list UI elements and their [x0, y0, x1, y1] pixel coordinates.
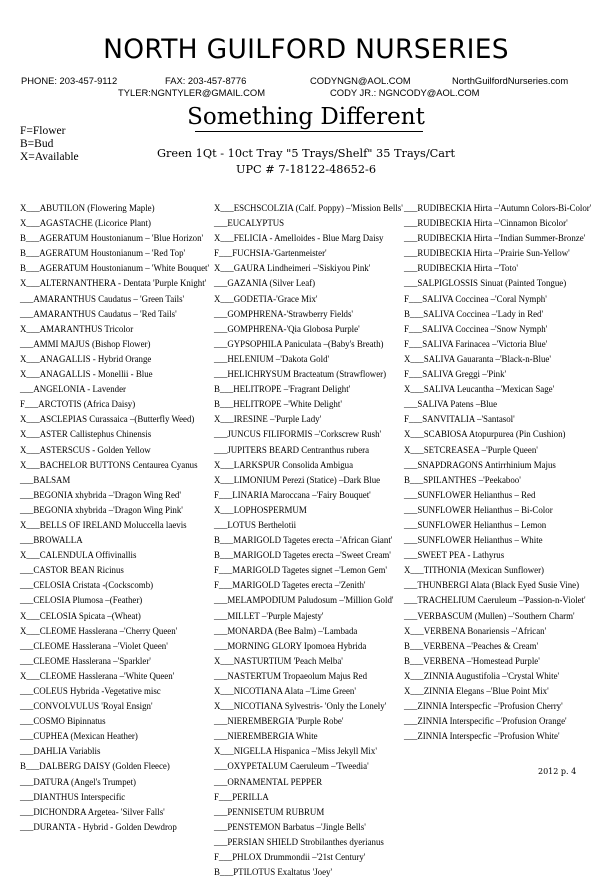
plant-list-item: ___AMARANTHUS Caudatus – 'Red Tails'	[20, 308, 177, 319]
plant-list-item: F___LINARIA Maroccana –'Fairy Bouquet'	[214, 489, 371, 500]
plant-list-item: ___CELOSIA Plumosa –(Feather)	[20, 595, 143, 606]
plant-list-item: ___CUPHEA (Mexican Heather)	[20, 731, 138, 742]
tyler-email[interactable]: TYLER:NGNTYLER@GMAIL.COM	[118, 87, 266, 98]
plant-list-item: F___MARIGOLD Tagetes signet –'Lemon Gem'	[214, 565, 387, 576]
plant-list-item: ___GAZANIA (Silver Leaf)	[214, 278, 316, 289]
plant-list-item: ___VERBASCUM (Mullen) –'Southern Charm'	[404, 610, 575, 621]
plant-list-item: ___GOMPHRENA-'Qia Globosa Purple'	[214, 323, 360, 334]
plant-list-item: ___SUNFLOWER Helianthus – Lemon	[404, 519, 547, 530]
plant-list-item: B___VERBENA –'Peaches & Cream'	[404, 640, 539, 651]
plant-list-item: ___ZINNIA Interspecfic –'Profusion Cherry'	[404, 701, 563, 712]
plant-list-item: F___ARCTOTIS (Africa Daisy)	[20, 399, 136, 410]
plant-list-item: X___ANAGALLIS - Hybrid Orange	[20, 353, 152, 364]
plant-list-item: X___NIGELLA Hispanica –'Miss Jekyll Mix'	[214, 746, 377, 757]
plant-list-item: ___GYPSOPHILA Paniculata –(Baby's Breath)	[214, 338, 384, 349]
plant-list-item: X___NICOTIANA Alata –'Lime Green'	[214, 686, 356, 696]
plant-list-item: ___EUCALYPTUS	[214, 218, 285, 229]
plant-list-item: B___MARIGOLD Tagetes erecta –'Sweet Cream'	[214, 550, 391, 561]
legend-available: X=Available	[20, 151, 79, 163]
plant-list-item: ___SUNFLOWER Helianthus – Red	[404, 489, 536, 500]
plant-list-item: ___COLEUS Hybrida -Vegetative misc	[20, 686, 161, 696]
plant-list-item: ___NASTERTUM Tropaeolum Majus Red	[214, 670, 368, 681]
plant-list-item: F___PHLOX Drummondii –'21st Century'	[214, 852, 366, 863]
plant-list-item: F___FUCHSIA-'Gartenmeister'	[214, 248, 327, 259]
plant-list-item: B___SALIVA Coccinea –'Lady in Red'	[404, 308, 544, 319]
plant-list-item: ___ZINNIA Interspecific –'Profusion Orange'	[404, 716, 567, 727]
plant-list-item: ___SUNFLOWER Helianthus – Bi-Color	[404, 504, 553, 515]
plant-list-item: X___ABUTILON (Flowering Maple)	[20, 203, 155, 213]
plant-list-item: ___RUDIBECKIA Hirta –'Prairie Sun-Yellow'	[404, 248, 570, 259]
plant-list-item: ___SNAPDRAGONS Antirrhinium Majus	[404, 459, 556, 470]
plant-list-item: ___COSMO Bipinnatus	[20, 716, 106, 727]
legend-flower: F=Flower	[20, 125, 66, 137]
plant-list-item: ___MILLET –'Purple Majesty'	[214, 610, 324, 621]
plant-list-item: B___AGERATUM Houstonianum – 'White Bouquet'	[20, 263, 210, 274]
plant-list-item: X___ASTERSCUS - Golden Yellow	[20, 444, 151, 455]
plant-list-item: F___SALIVA Coccinea –'Coral Nymph'	[404, 293, 547, 304]
plant-list-item: ___BROWALLA	[20, 535, 83, 546]
plant-list-item: X___SALIVA Leucantha –'Mexican Sage'	[404, 384, 555, 395]
plant-list-item: B___VERBENA –'Homestead Purple'	[404, 655, 540, 666]
plant-list-item: ___TRACHELIUM Caeruleum –'Passion-n-Violet'	[404, 595, 586, 606]
plant-list-item: ___CASTOR BEAN Ricinus	[20, 565, 124, 576]
plant-list-column-2	[214, 201, 403, 880]
plant-list-item: ___PENNISETUM RUBRUM	[214, 806, 325, 817]
plant-list-item: X___AGASTACHE (Licorice Plant)	[20, 218, 151, 229]
plant-list-item: ___CELOSIA Cristata -(Cockscomb)	[20, 580, 154, 591]
plant-list-column-1	[20, 201, 209, 835]
plant-list-item: ___OXYPETALUM Caeruleum –'Tweedia'	[214, 761, 369, 772]
plant-list-item: ___LOTUS Berthelotii	[214, 519, 297, 530]
plant-list-item: B___HELITROPE –'White Delight'	[214, 399, 342, 410]
cody-jr-email[interactable]: CODY JR.: NGNCODY@AOL.COM	[330, 87, 480, 98]
plant-list-item: ___SWEET PEA - Lathyrus	[404, 550, 505, 561]
plant-list-item: X___BACHELOR BUTTONS Centaurea Cyanus	[20, 459, 198, 470]
plant-list-item: X___NICOTIANA Sylvestris- 'Only the Lonely'	[214, 701, 387, 712]
catalog-subtitle: Something Different	[187, 104, 425, 130]
page-footer: 2012 p. 4	[538, 767, 577, 776]
phone-number: PHONE: 203-457-9112	[21, 75, 118, 86]
plant-list-item: X___LIMONIUM Perezi (Statice) –Dark Blue	[214, 474, 381, 485]
plant-list-item: X___TITHONIA (Mexican Sunflower)	[404, 565, 544, 576]
plant-list-item: F___SANVITALIA –'Santasol'	[404, 414, 515, 425]
fax-number: FAX: 203-457-8776	[165, 75, 247, 86]
plant-list-item: ___SALPIGLOSSIS Sinuat (Painted Tongue)	[404, 278, 567, 289]
plant-list-item: F___SALIVA Farinacea –'Victoria Blue'	[404, 338, 548, 349]
plant-list-item: ___CLEOME Hasslerana –'Sparkler'	[20, 655, 151, 666]
plant-list-item: ___AMARANTHUS Caudatus – 'Green Tails'	[20, 293, 185, 304]
plant-list-item: ___AMMI MAJUS (Bishop Flower)	[20, 338, 151, 349]
plant-list-item: B___MARIGOLD Tagetes erecta –'African Giant'	[214, 535, 393, 546]
legend-bud: B=Bud	[20, 138, 54, 150]
plant-list-item: X___NASTURTIUM 'Peach Melba'	[214, 655, 343, 666]
plant-list-item: ___RUDIBECKIA Hirta –'Indian Summer-Bronze'	[404, 233, 586, 244]
plant-list-item: F___MARIGOLD Tagetes erecta –'Zenith'	[214, 580, 366, 591]
plant-list-item: F___SALIVA Coccinea –'Snow Nymph'	[404, 323, 548, 334]
plant-list-item: ___BEGONIA xhybrida –'Dragon Wing Red'	[20, 489, 181, 500]
plant-list-item: B___AGERATUM Houstonianum – 'Blue Horizon'	[20, 233, 204, 244]
plant-list-item: ___GOMPHRENA-'Strawberry Fields'	[214, 308, 354, 319]
plant-list-item: X___FELICIA - Amelloides - Blue Marg Daisy	[214, 233, 384, 244]
plant-list-item: ___HELENIUM –'Dakota Gold'	[214, 353, 330, 364]
plant-list-item: ___ZINNIA Interspecfic –'Profusion White'	[404, 731, 560, 742]
plant-list-item: ___CLEOME Hasslerana –'Violet Queen'	[20, 640, 168, 651]
plant-list-item: X___VERBENA Bonariensis –'African'	[404, 625, 547, 636]
plant-list-item: ___RUDIBECKIA Hirta –'Autumn Colors-Bi-Color'	[404, 203, 592, 213]
plant-list-item: ___RUDIBECKIA Hirta –'Toto'	[404, 263, 518, 274]
plant-list-item: X___CLEOME Hasslerana –'White Queen'	[20, 670, 175, 681]
plant-list-item: B___SPILANTHES –'Peekaboo'	[404, 474, 521, 485]
plant-list-item: ___PERSIAN SHIELD Strobilanthes dyerianus	[214, 836, 384, 847]
plant-list-item: X___IRESINE –'Purple Lady'	[214, 414, 322, 425]
plant-list-item: ___BALSAM	[20, 474, 71, 485]
plant-list-item: B___PTILOTUS Exaltatus 'Joey'	[214, 867, 333, 878]
plant-list-item: ___BEGONIA xhybrida –'Dragon Wing Pink'	[20, 504, 183, 515]
plant-list-item: F___PERILLA	[214, 791, 269, 802]
plant-list-item: ___JUPITERS BEARD Centranthus rubera	[214, 444, 370, 455]
plant-list-item: X___CELOSIA Spicata –(Wheat)	[20, 610, 141, 621]
plant-list-item: ___MORNING GLORY Ipomoea Hybrida	[214, 640, 367, 651]
plant-list-item: ___SUNFLOWER Helianthus – White	[404, 535, 543, 546]
plant-list-item: X___ANAGALLIS - Monellii - Blue	[20, 369, 153, 380]
plant-list-item: X___ZINNIA Augustifolia –'Crystal White'	[404, 670, 560, 681]
plant-list-item: ___ANGELONIA - Lavender	[20, 384, 126, 395]
plant-list-item: X___ZINNIA Elegans –'Blue Point Mix'	[404, 686, 549, 696]
plant-list-item: X___SALIVA Gauaranta –'Black-n-Blue'	[404, 353, 551, 364]
plant-list-item: ___DICHONDRA Argetea- 'Silver Falls'	[20, 806, 165, 817]
plant-list-item: X___AMARANTHUS Tricolor	[20, 323, 134, 334]
plant-list-item: X___ASCLEPIAS Curassaica –(Butterfly Weed)	[20, 414, 195, 425]
plant-list-item: F___SALIVA Greggi –'Pink'	[404, 369, 507, 380]
plant-list-item: X___SCABIOSA Atopurpurea (Pin Cushion)	[404, 429, 566, 440]
plant-list-item: ___RUDIBECKIA Hirta –'Cinnamon Bicolor'	[404, 218, 568, 229]
plant-list-item: X___LARKSPUR Consolida Ambigua	[214, 459, 354, 470]
plant-list-item: ___JUNCUS FILIFORMIS –'Corkscrew Rush'	[214, 429, 382, 440]
plant-list-item: B___DALBERG DAISY (Golden Fleece)	[20, 761, 170, 772]
plant-list-item: ___CONVOLVULUS 'Royal Ensign'	[20, 701, 153, 712]
subtitle-underline	[195, 131, 423, 132]
plant-list-item: ___DURANTA - Hybrid - Golden Dewdrop	[20, 821, 177, 832]
plant-list-item: X___ESCHSCOLZIA (Calf. Poppy) –'Mission Bells'	[214, 203, 403, 213]
plant-list-item: X___SETCREASEA –'Purple Queen'	[404, 444, 538, 455]
nursery-title: NORTH GUILFORD NURSERIES	[103, 34, 509, 65]
plant-list-item: ___DAHLIA Variablis	[20, 746, 101, 757]
plant-list-item: ___NIEREMBERGIA White	[214, 731, 318, 742]
plant-list-column-3	[404, 201, 591, 744]
plant-list-item: ___SALIVA Patens –Blue	[404, 399, 498, 410]
plant-list-item: X___GAURA Lindheimeri –'Siskiyou Pink'	[214, 263, 371, 274]
plant-list-item: B___AGERATUM Houstonianum – 'Red Top'	[20, 248, 186, 259]
main-email[interactable]: CODYNGN@AOL.COM	[310, 75, 411, 86]
plant-list-item: X___CLEOME Hasslerana –'Cherry Queen'	[20, 625, 178, 636]
upc-code: UPC # 7-18122-48652-6	[235, 163, 377, 176]
plant-list-item: X___ASTER Callistephus Chinensis	[20, 429, 152, 440]
plant-list-item: ___MONARDA (Bee Balm) –'Lambada	[214, 625, 358, 636]
plant-list-item: X___CALENDULA Offivinallis	[20, 550, 137, 561]
plant-list-item: ___NIEREMBERGIA 'Purple Robe'	[214, 716, 344, 727]
plant-list-item: X___BELLS OF IRELAND Moluccella laevis	[20, 519, 187, 530]
plant-list-item: ___HELICHRYSUM Bracteatum (Strawflower)	[214, 369, 387, 380]
website-link[interactable]: NorthGuilfordNurseries.com	[452, 75, 569, 86]
plant-list-item: ___THUNBERGI Alata (Black Eyed Susie Vine)	[404, 580, 580, 591]
plant-list-item: B___HELITROPE –'Fragrant Delight'	[214, 384, 351, 395]
plant-list-item: ___PENSTEMON Barbatus –'Jingle Bells'	[214, 821, 366, 832]
tray-info: Green 1Qt - 10ct Tray "5 Trays/Shelf" 35 Trays/Cart	[157, 147, 455, 160]
plant-list-item: ___DATURA (Angel's Trumpet)	[20, 776, 136, 787]
plant-list-item: ___DIANTHUS Interspecific	[20, 791, 126, 802]
plant-list-item: X___ALTERNANTHERA - Dentata 'Purple Knight'	[20, 278, 207, 289]
plant-list-item: ___ORNAMENTAL PEPPER	[214, 776, 323, 787]
plant-list-item: X___GODETIA-'Grace Mix'	[214, 293, 318, 304]
plant-list-item: X___LOPHOSPERMUM	[214, 504, 307, 515]
plant-list-item: ___MELAMPODIUM Paludosum –'Million Gold'	[214, 595, 394, 606]
